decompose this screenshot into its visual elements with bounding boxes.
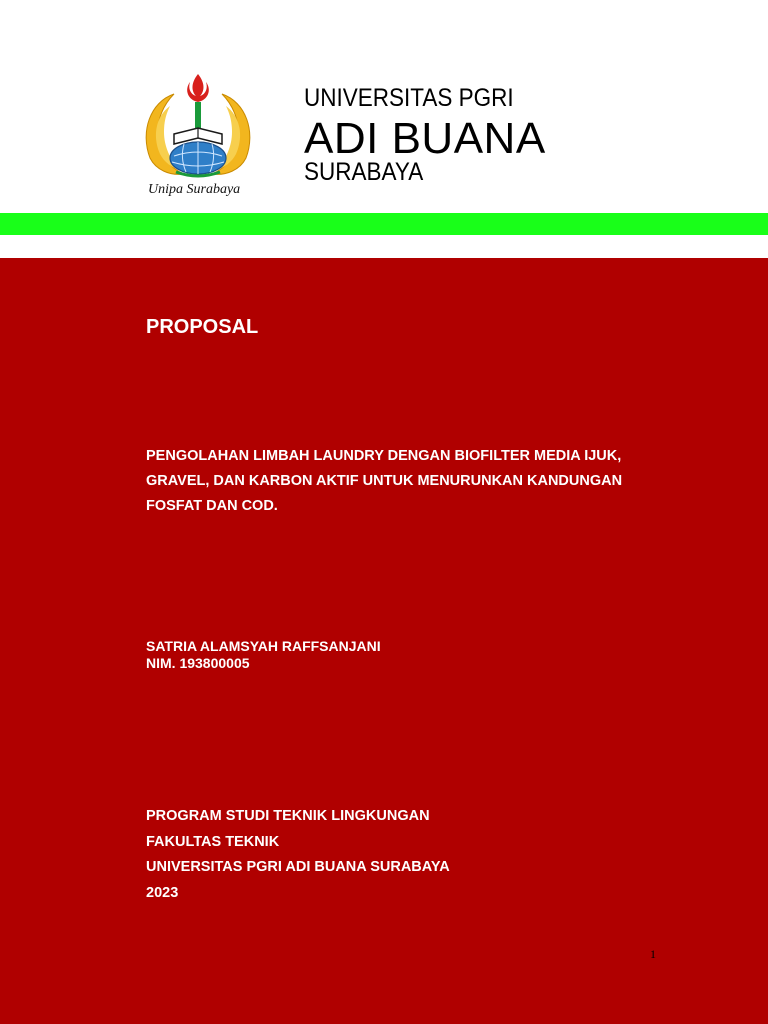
author-name: SATRIA ALAMSYAH RAFFSANJANI bbox=[146, 638, 381, 654]
title-line: FOSFAT DAN COD. bbox=[146, 498, 278, 514]
page-number: 1 bbox=[650, 947, 656, 961]
title-line: PENGOLAHAN LIMBAH LAUNDRY DENGAN BIOFILTER MEDIA IJUK, bbox=[146, 448, 622, 464]
university-name-line3: SURABAYA bbox=[304, 158, 424, 186]
emblem-icon bbox=[140, 72, 256, 182]
university-logo bbox=[140, 72, 256, 204]
university-name-line2: ADI BUANA bbox=[304, 114, 546, 163]
document-type-label: PROPOSAL bbox=[146, 316, 259, 338]
title-line: GRAVEL, DAN KARBON AKTIF UNTUK MENURUNKAN KANDUNGAN bbox=[146, 473, 623, 489]
faculty: FAKULTAS TEKNIK bbox=[146, 833, 280, 850]
study-program: PROGRAM STUDI TEKNIK LINGKUNGAN bbox=[146, 808, 430, 824]
institution-block bbox=[146, 804, 450, 906]
author-block bbox=[146, 638, 381, 672]
cover-panel bbox=[0, 258, 768, 1024]
green-stripe bbox=[0, 213, 768, 235]
university-name-line1: UNIVERSITAS PGRI bbox=[304, 84, 514, 112]
university-full-name: UNIVERSITAS PGRI ADI BUANA SURABAYA bbox=[146, 859, 450, 875]
year: 2023 bbox=[146, 884, 179, 901]
proposal-title bbox=[146, 444, 666, 519]
author-nim: NIM. 193800005 bbox=[146, 655, 250, 671]
logo-caption: Unipa Surabaya bbox=[148, 182, 241, 197]
